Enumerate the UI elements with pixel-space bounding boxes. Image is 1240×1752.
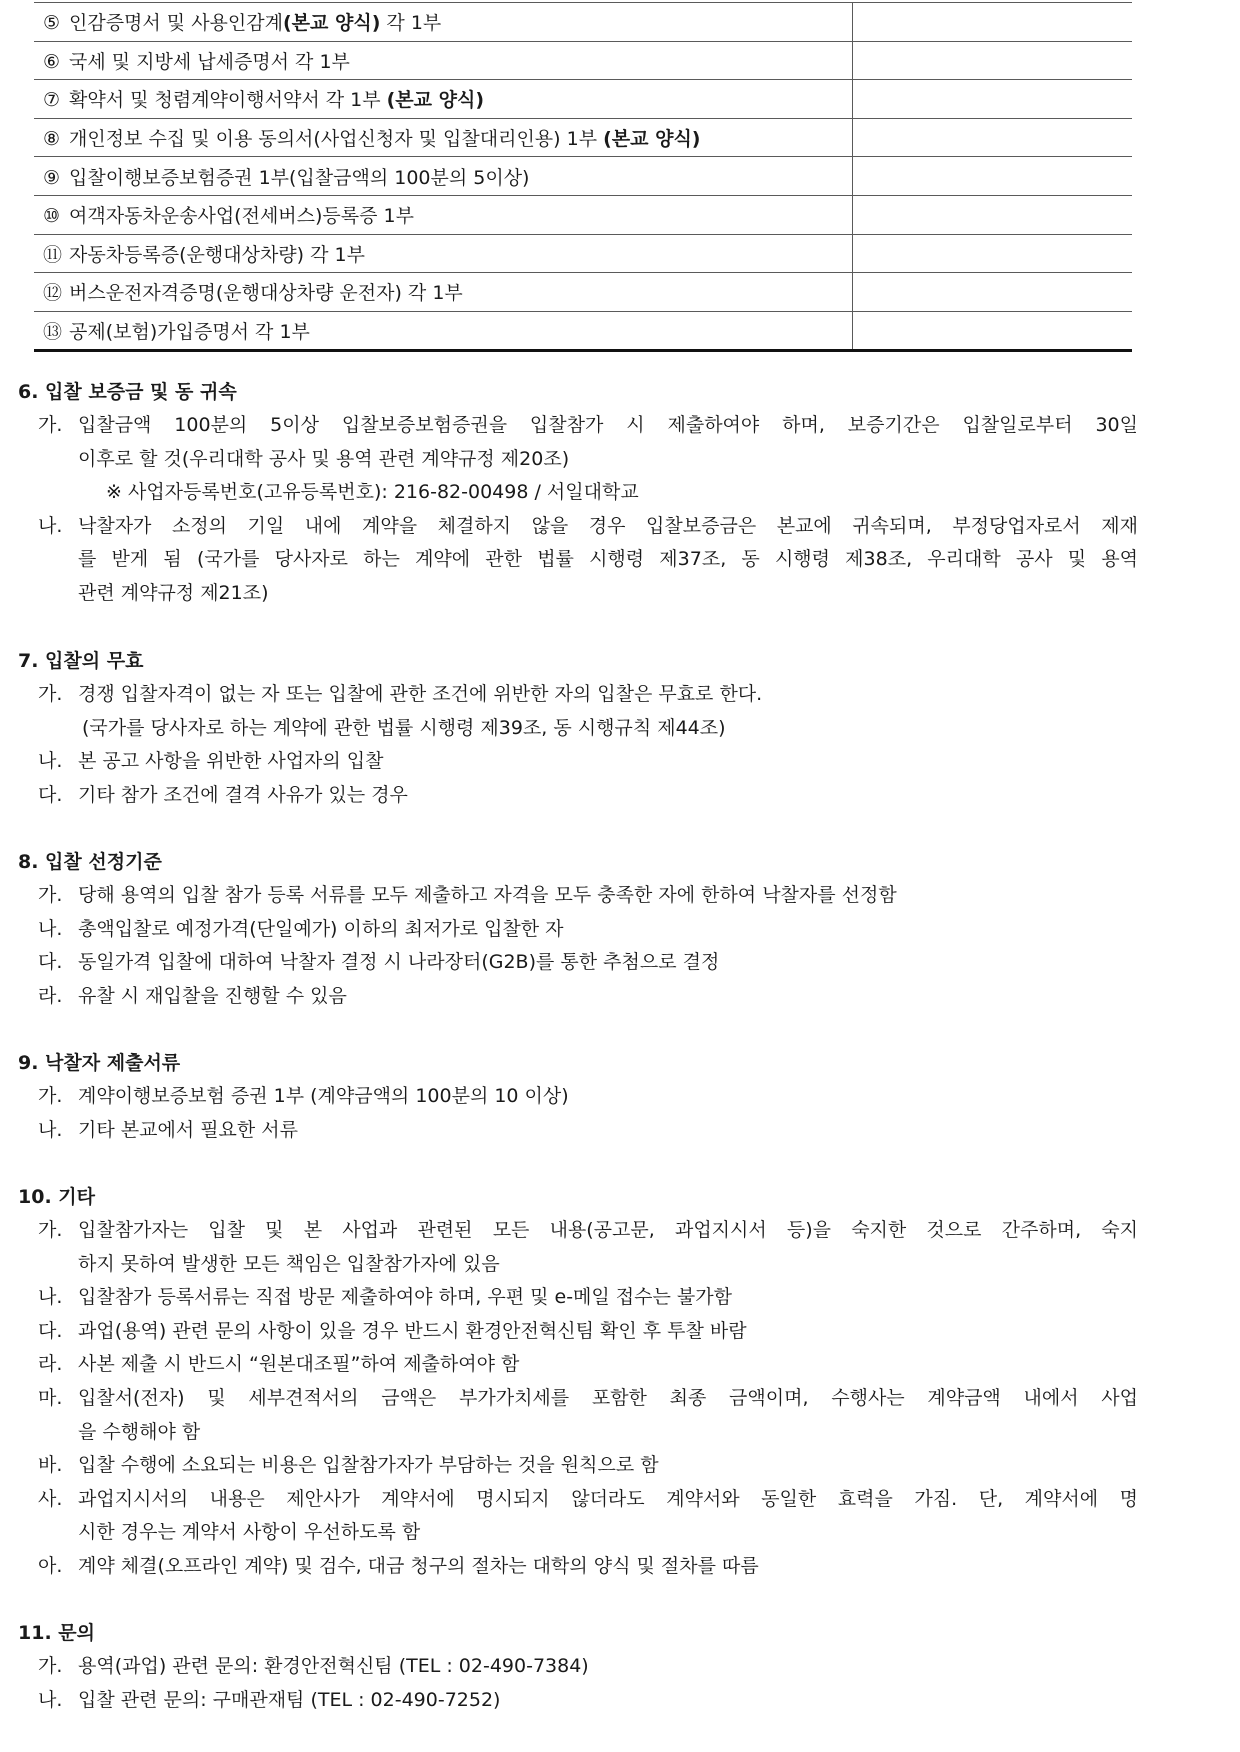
- item-continuation: 를 받게 됨 (국가를 당사자로 하는 계약에 관한 법률 시행령 제37조, 동 시행령 제38조, 우리대학 공사 및 용역: [78, 548, 1138, 571]
- table-cell-empty: [852, 80, 1132, 119]
- table-cell: [34, 80, 852, 119]
- list-item: [18, 745, 1138, 779]
- item-text: 버스운전자격증명(운행대상차량 운전자) 각 1부: [69, 282, 463, 305]
- list-item: [18, 1550, 1138, 1584]
- table-row: [34, 311, 1132, 351]
- section-bid-invalidity: [18, 644, 1138, 812]
- required-documents-table: [34, 2, 1132, 352]
- table-row: [34, 157, 1132, 196]
- item-marker: 다.: [38, 951, 63, 974]
- table-cell-empty: [852, 195, 1132, 234]
- item-marker: 마.: [38, 1386, 63, 1409]
- item-text: 용역(과업) 관련 문의: 환경안전혁신팀 (TEL : 02-490-7384): [78, 1655, 589, 1677]
- item-number: ⑥: [43, 50, 61, 73]
- list-item: [18, 1684, 1138, 1718]
- section-title: 8. 입찰 선정기준: [18, 851, 162, 873]
- item-text: 입찰참가 등록서류는 직접 방문 제출하여야 하며, 우편 및 e-메일 접수는 불가함: [78, 1286, 732, 1309]
- item-text: 사본 제출 시 반드시 “원본대조필”하여 제출하여야 함: [78, 1353, 520, 1376]
- item-suffix: 각 1부: [380, 12, 442, 35]
- item-text: 유찰 시 재입찰을 진행할 수 있음: [78, 984, 347, 1007]
- list-item: [18, 409, 1138, 443]
- list-item: [18, 1281, 1138, 1315]
- list-item: [18, 510, 1138, 544]
- item-text: 입찰이행보증보험증권 1부(입찰금액의 100분의 5이상): [69, 166, 530, 189]
- table-cell-empty: [852, 311, 1132, 351]
- item-text: 동일가격 입찰에 대하여 낙찰자 결정 시 나라장터(G2B)를 통한 추첨으로 결정: [78, 951, 720, 974]
- item-number: ⑪: [43, 243, 63, 266]
- table-row: [34, 234, 1132, 273]
- table-row: [34, 41, 1132, 80]
- section-miscellaneous: [18, 1180, 1138, 1584]
- table-cell-empty: [852, 3, 1132, 42]
- table-row: [34, 80, 1132, 119]
- list-item: [18, 678, 1138, 712]
- item-number: ⑩: [43, 205, 61, 228]
- item-text: 확약서 및 청렴계약이행서약서 각 1부: [69, 89, 387, 112]
- item-number: ⑬: [43, 321, 63, 344]
- item-bold-note: (본교 양식): [603, 128, 701, 151]
- list-item: [18, 946, 1138, 980]
- section-title: 9. 낙찰자 제출서류: [18, 1052, 181, 1074]
- item-text: 인감증명서 및 사용인감계: [69, 12, 283, 35]
- item-continuation: 시한 경우는 계약서 사항이 우선하도록 함: [78, 1521, 421, 1544]
- list-item: [18, 1449, 1138, 1483]
- list-item: [18, 779, 1138, 813]
- table-cell: [34, 311, 852, 351]
- list-item: [18, 980, 1138, 1014]
- list-item: [18, 879, 1138, 913]
- list-item: [18, 1214, 1138, 1248]
- item-marker: 나.: [38, 1286, 63, 1309]
- item-text: 입찰서(전자) 및 세부견적서의 금액은 부가가치세를 포함한 최종 금액이며, 수행사는 계약금액 내에서 사업: [78, 1386, 1138, 1409]
- item-text: 입찰참가자는 입찰 및 본 사업과 관련된 모든 내용(공고문, 과업지시서 등)을 숙지한 것으로 간주하며, 숙지: [78, 1219, 1138, 1241]
- table-row: [34, 118, 1132, 157]
- item-marker: 가.: [38, 1219, 63, 1241]
- item-marker: 가.: [38, 683, 63, 705]
- business-number-note: ※ 사업자등록번호(고유등록번호): 216-82-00498 / 서일대학교: [106, 481, 639, 504]
- section-title: 7. 입찰의 무효: [18, 650, 144, 672]
- item-marker: 다.: [38, 1319, 63, 1342]
- list-item: [18, 1080, 1138, 1114]
- item-text: 과업지시서의 내용은 제안사가 계약서에 명시되지 않더라도 계약서와 동일한 효력을 가짐. 단, 계약서에 명: [78, 1487, 1138, 1510]
- item-number: ⑧: [43, 128, 61, 151]
- section-winner-documents: [18, 1046, 1138, 1147]
- item-marker: 바.: [38, 1454, 63, 1477]
- item-marker: 다.: [38, 783, 63, 806]
- item-marker: 나.: [38, 1118, 63, 1141]
- list-item: [18, 1114, 1138, 1148]
- table-row: [34, 3, 1132, 42]
- item-number: ⑨: [43, 166, 61, 189]
- item-text: 당해 용역의 입찰 참가 등록 서류를 모두 제출하고 자격을 모두 충족한 자에 한하여 낙찰자를 선정함: [78, 884, 897, 906]
- list-item: [18, 1483, 1138, 1517]
- item-number: ⑤: [43, 12, 61, 35]
- item-bold-note: (본교 양식): [282, 12, 381, 35]
- table-cell: [34, 118, 852, 157]
- table-cell-empty: [852, 273, 1132, 312]
- table-cell-empty: [852, 234, 1132, 273]
- item-marker: 아.: [38, 1554, 63, 1577]
- table-cell: [34, 273, 852, 312]
- table-cell-empty: [852, 118, 1132, 157]
- list-item: [18, 1315, 1138, 1349]
- table-cell: [34, 157, 852, 196]
- item-text: 자동차등록증(운행대상차량) 각 1부: [69, 243, 365, 266]
- item-text: 본 공고 사항을 위반한 사업자의 입찰: [78, 750, 384, 773]
- table-row: [34, 273, 1132, 312]
- list-item: [18, 1348, 1138, 1382]
- section-bid-deposit: [18, 375, 1138, 611]
- item-continuation: 을 수행해야 함: [78, 1420, 201, 1443]
- item-text: 국세 및 지방세 납세증명서 각 1부: [69, 50, 350, 73]
- item-text: 계약이행보증보험 증권 1부 (계약금액의 100분의 10 이상): [78, 1085, 569, 1107]
- item-continuation: 하지 못하여 발생한 모든 책임은 입찰참가자에 있음: [78, 1252, 500, 1275]
- item-text: 계약 체결(오프라인 계약) 및 검수, 대금 청구의 절차는 대학의 양식 및 절차를 따름: [78, 1554, 759, 1577]
- section-selection-criteria: [18, 845, 1138, 1013]
- item-text: 낙찰자가 소정의 기일 내에 계약을 체결하지 않을 경우 입찰보증금은 본교에 귀속되며, 부정당업자로서 제재: [78, 514, 1138, 537]
- table-cell: [34, 195, 852, 234]
- item-continuation: (국가를 당사자로 하는 계약에 관한 법률 시행령 제39조, 동 시행규칙 제44조): [82, 716, 726, 739]
- item-marker: 나.: [38, 1688, 63, 1711]
- item-text: 입찰 수행에 소요되는 비용은 입찰참가자가 부담하는 것을 원칙으로 함: [78, 1454, 659, 1477]
- item-text: 공제(보험)가입증명서 각 1부: [69, 321, 310, 344]
- item-text: 입찰금액 100분의 5이상 입찰보증보험증권을 입찰참가 시 제출하여야 하며, 보증기간은 입찰일로부터 30일: [78, 414, 1138, 436]
- table-cell-empty: [852, 157, 1132, 196]
- item-marker: 라.: [38, 984, 63, 1007]
- item-number: ⑫: [43, 282, 63, 305]
- section-title: 11. 문의: [18, 1622, 95, 1644]
- item-continuation: 관련 계약규정 제21조): [78, 581, 269, 604]
- item-marker: 라.: [38, 1353, 63, 1376]
- item-text: 여객자동차운송사업(전세버스)등록증 1부: [69, 205, 414, 228]
- item-marker: 나.: [38, 750, 63, 773]
- item-marker: 가.: [38, 1655, 63, 1677]
- item-marker: 가.: [38, 414, 63, 436]
- item-marker: 가.: [38, 884, 63, 906]
- list-item: [18, 913, 1138, 947]
- list-item: [18, 1382, 1138, 1416]
- table-row: [34, 195, 1132, 234]
- item-continuation: 이후로 할 것(우리대학 공사 및 용역 관련 계약규정 제20조): [78, 447, 570, 470]
- item-text: 개인정보 수집 및 이용 동의서(사업신청자 및 입찰대리인용) 1부: [69, 128, 604, 151]
- item-marker: 가.: [38, 1085, 63, 1107]
- item-text: 기타 참가 조건에 결격 사유가 있는 경우: [78, 783, 408, 806]
- item-text: 입찰 관련 문의: 구매관재팀 (TEL : 02-490-7252): [78, 1688, 501, 1711]
- table-cell: [34, 41, 852, 80]
- item-marker: 나.: [38, 917, 63, 940]
- item-text: 기타 본교에서 필요한 서류: [78, 1118, 299, 1141]
- section-title: 6. 입찰 보증금 및 동 귀속: [18, 381, 237, 403]
- section-inquiries: [18, 1616, 1138, 1717]
- item-bold-note: (본교 양식): [386, 89, 485, 112]
- item-text: 과업(용역) 관련 문의 사항이 있을 경우 반드시 환경안전혁신팀 확인 후 투찰 바람: [78, 1319, 747, 1342]
- table-cell: [34, 234, 852, 273]
- item-text: 총액입찰로 예정가격(단일예가) 이하의 최저가로 입찰한 자: [78, 917, 564, 940]
- section-title: 10. 기타: [18, 1186, 95, 1208]
- table-cell: [34, 3, 852, 42]
- list-item: [18, 1650, 1138, 1684]
- item-marker: 사.: [38, 1487, 63, 1510]
- item-text: 경쟁 입찰자격이 없는 자 또는 입찰에 관한 조건에 위반한 자의 입찰은 무효로 한다.: [78, 683, 763, 705]
- item-number: ⑦: [43, 89, 61, 112]
- item-marker: 나.: [38, 514, 63, 537]
- table-cell-empty: [852, 41, 1132, 80]
